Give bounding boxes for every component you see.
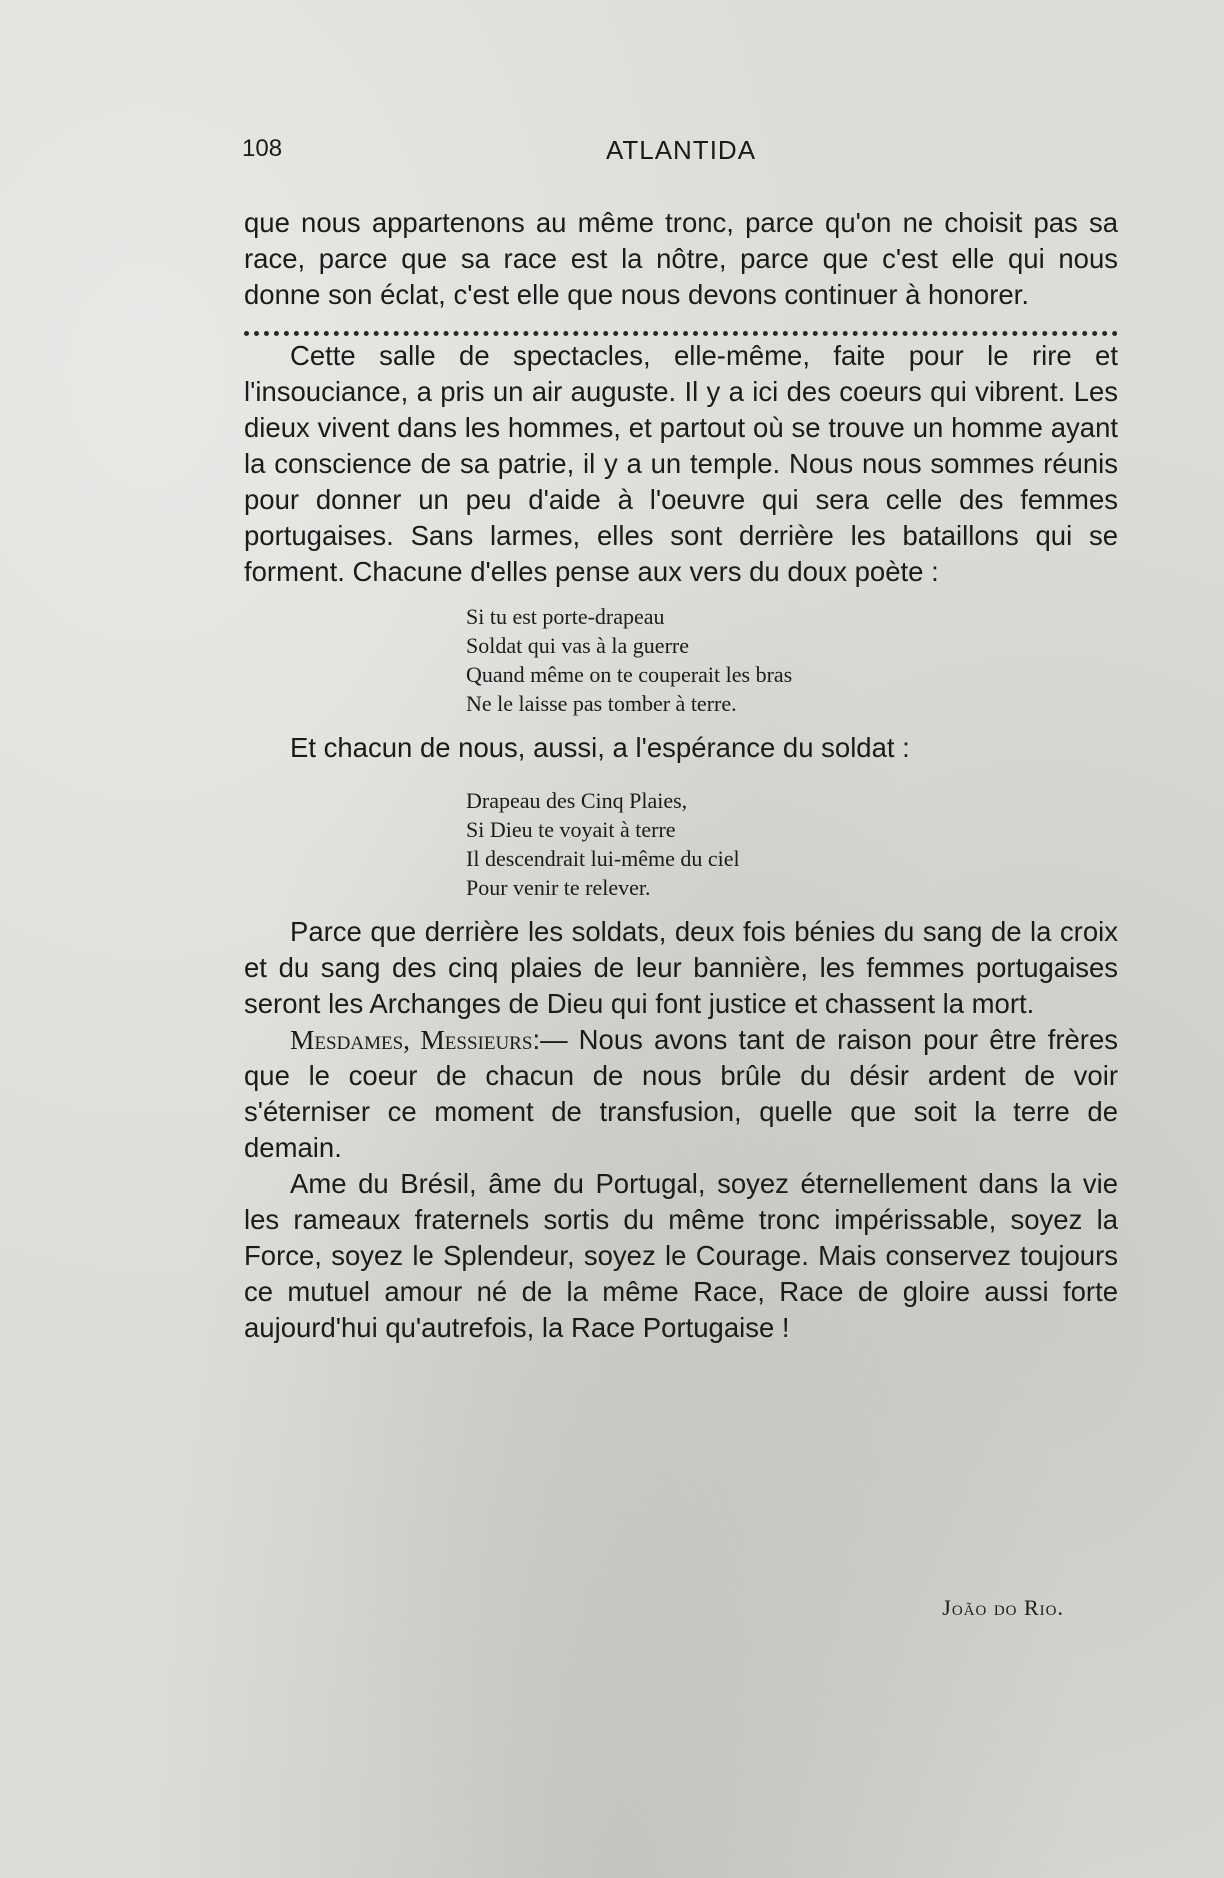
ellipsis-divider <box>244 317 1118 336</box>
verse-line: Il descendrait lui-même du ciel <box>466 846 740 871</box>
verse-line: Ne le laisse pas tomber à terre. <box>466 691 737 716</box>
paragraph-4: Parce que derrière les soldats, deux fois bénies du sang de la croix et du sang des cinq plaies de leur bannière, les femmes portugaises seront les Archanges de Dieu qui font justice et chassent la mort. <box>244 916 1118 1019</box>
verse-line: Drapeau des Cinq Plaies, <box>466 788 688 813</box>
verse-line: Si tu est porte-drapeau <box>466 604 665 629</box>
verse-line: Soldat qui vas à la guerre <box>466 633 689 658</box>
main-text <box>244 205 1118 1346</box>
page-header <box>242 135 1120 171</box>
verse-block-1 <box>466 602 1118 718</box>
salutation: Mesdames, Messieurs <box>290 1024 533 1055</box>
verse-block-2 <box>466 786 1118 902</box>
running-title: ATLANTIDA <box>605 135 757 165</box>
verse-line: Si Dieu te voyait à terre <box>466 817 676 842</box>
verse-line: Pour venir te relever. <box>466 875 651 900</box>
paragraph-2: Cette salle de spectacles, elle-même, faite pour le rire et l'insouciance, a pris un air auguste. Il y a ici des coeurs qui vibrent. Les dieux vivent dans les hommes, et partout où se trouve un homme ayant la conscience de sa patrie, il y a un temple. Nous nous sommes réunis pour donner un peu d'aide à l'oeuvre qui sera celle des femmes portugaises. Sans larmes, elles sont derrière les bataillons qui se forment. Chacune d'elles pense aux vers du doux poète : <box>244 340 1118 587</box>
paragraph-3: Et chacun de nous, aussi, a l'espérance du soldat : <box>290 732 910 763</box>
page-number: 108 <box>242 135 283 162</box>
paragraph-5 <box>244 1022 1118 1166</box>
paragraph-1: que nous appartenons au même tronc, parce qu'on ne choisit pas sa race, parce que sa race est la nôtre, parce que c'est elle qui nous donne son éclat, c'est elle que nous devons continuer à honorer. <box>244 207 1118 310</box>
author-signature: João do Rio. <box>942 1595 1064 1620</box>
paragraph-6: Ame du Brésil, âme du Portugal, soyez éternellement dans la vie les rameaux fraternels sortis du même tronc impérissable, soyez la Force, soyez le Splendeur, soyez le Courage. Mais conservez toujours ce mutuel amour né de la même Race, Race de gloire aussi forte aujourd'hui qu'autrefois, la Race Portugaise ! <box>244 1168 1118 1343</box>
verse-line: Quand même on te couperait les bras <box>466 662 793 687</box>
paragraph-5-text: :— Nous avons tant de raison pour être frères que le coeur de chacun de nous brûle du désir ardent de voir s'éterniser ce moment de transfusion, quelle que soit la terre de demain. <box>244 1024 1118 1163</box>
